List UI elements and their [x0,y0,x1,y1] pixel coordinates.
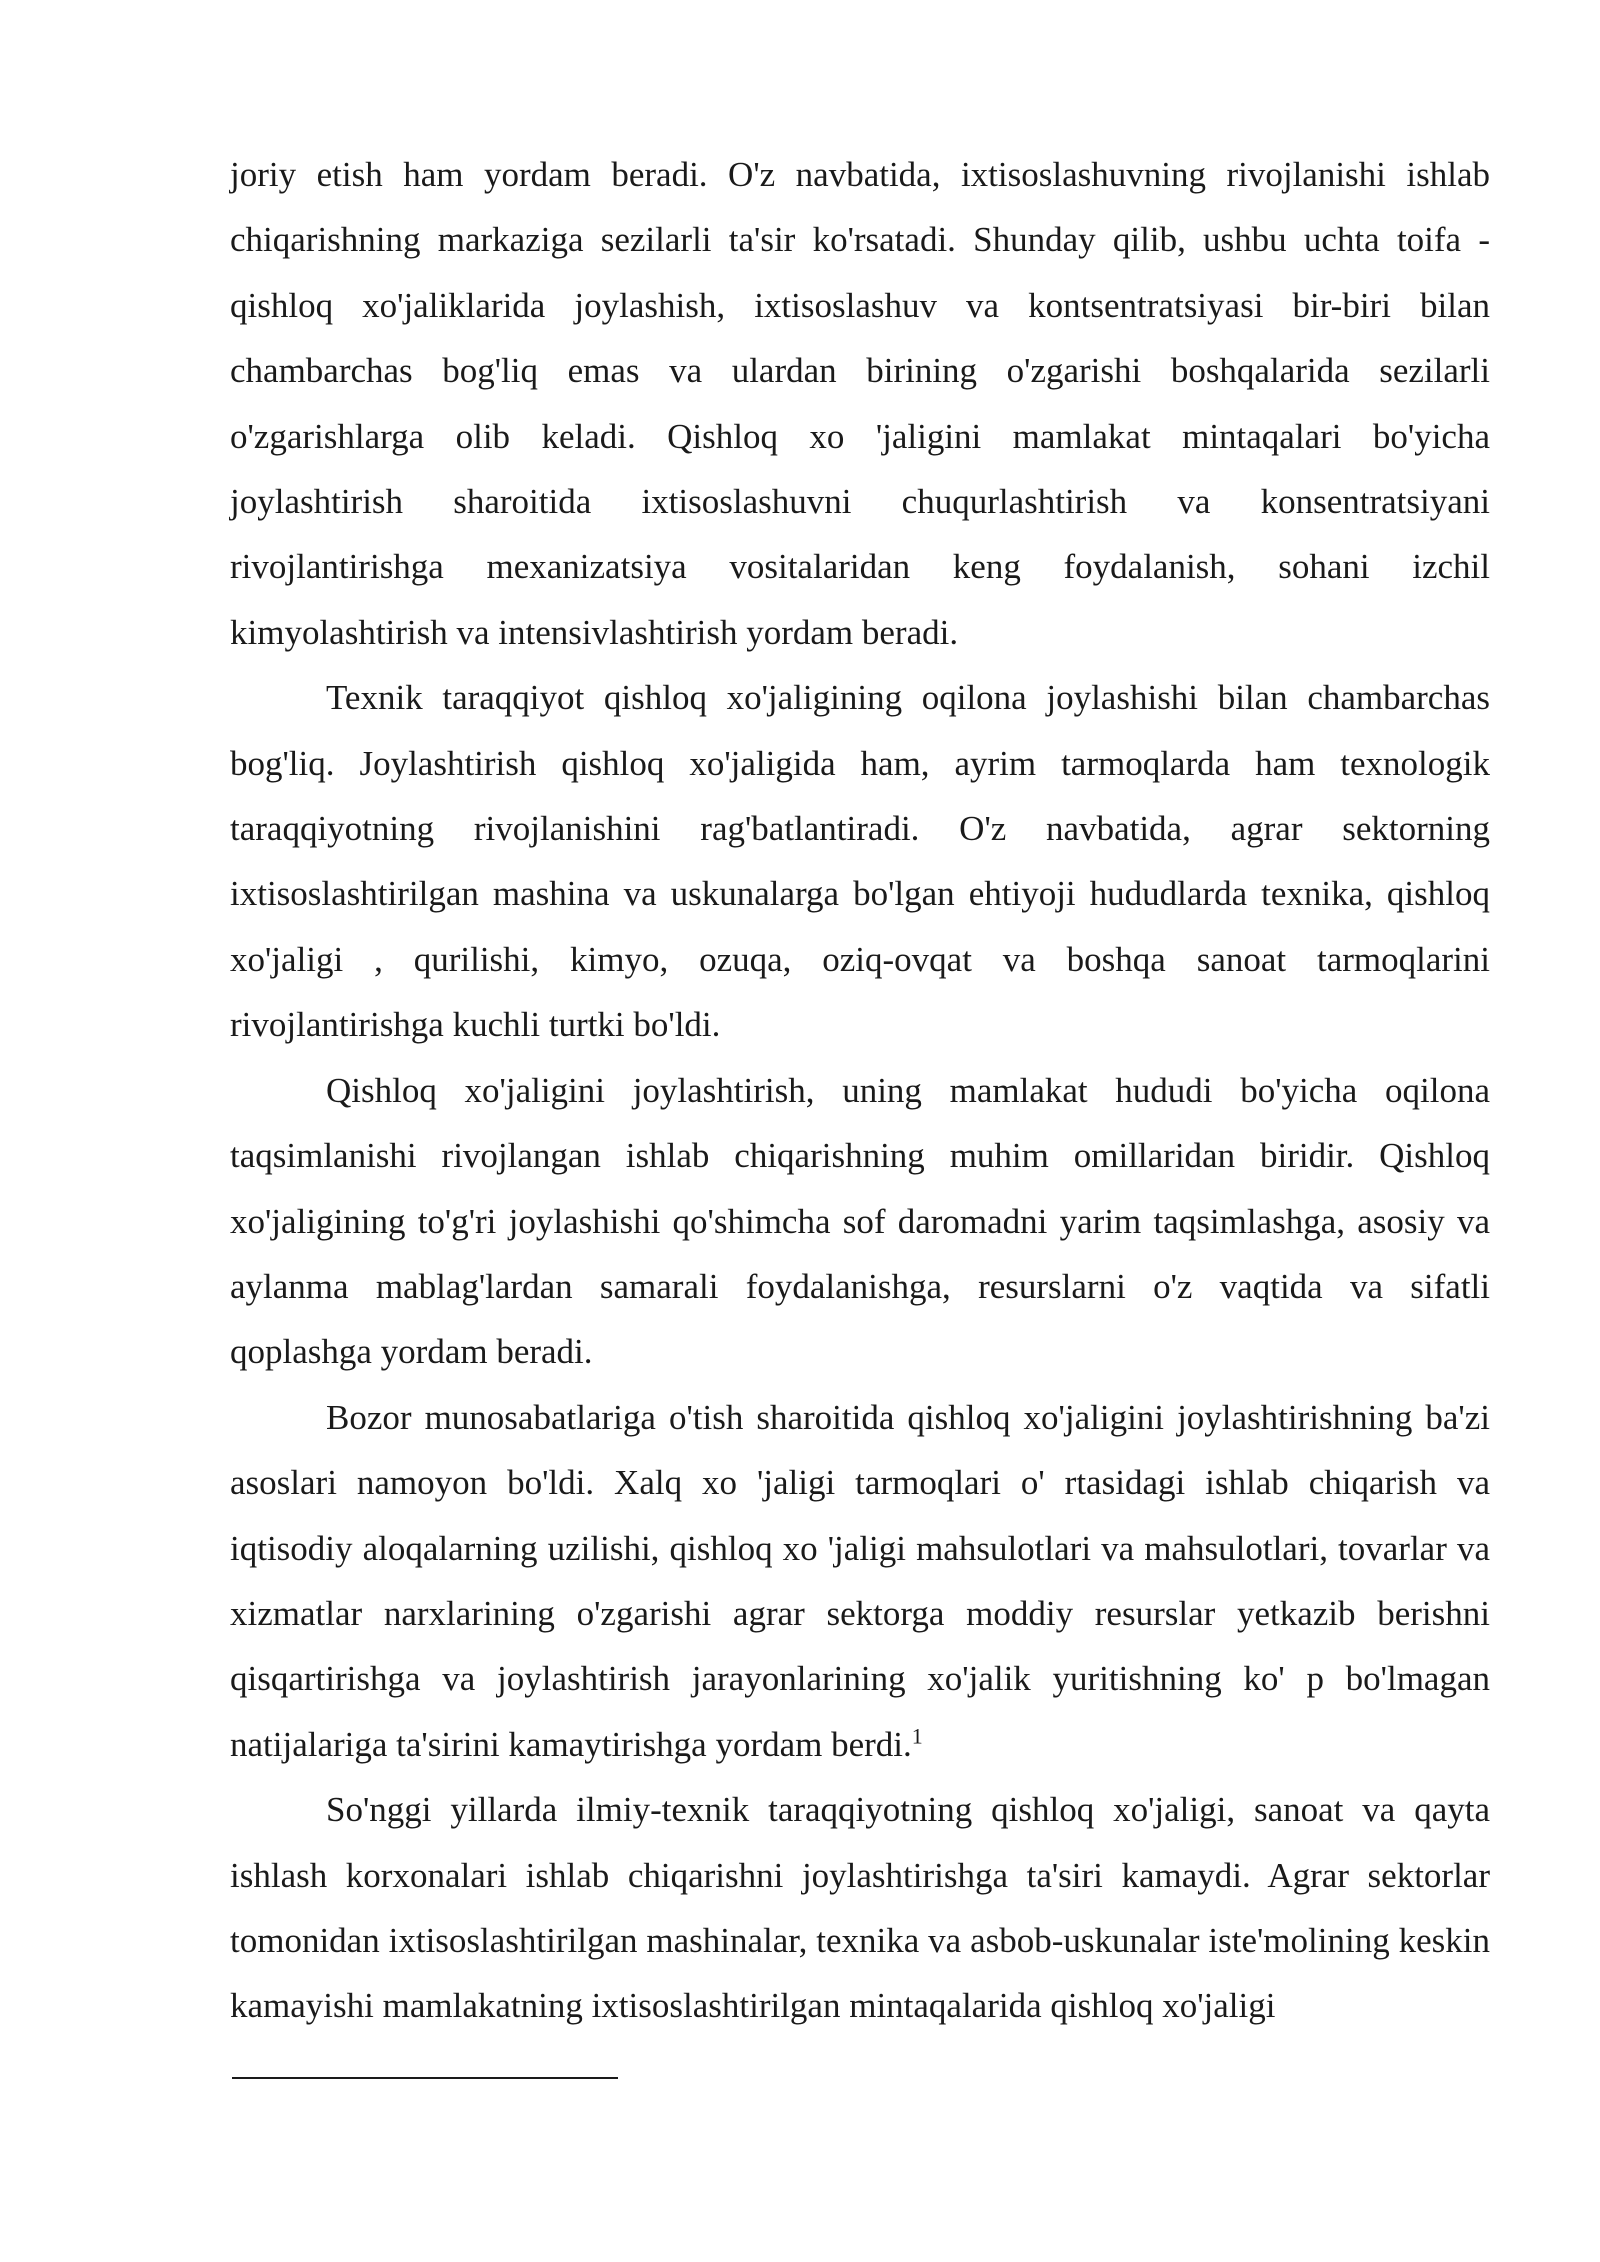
paragraph [230,1777,1490,2039]
footnote-separator [232,2077,618,2079]
paragraph-text: Texnik taraqqiyot qishloq xo'jaligining oqilona joylashishi bilan chambarchas bog'liq. Joylashtirish qishloq xo'jaligida ham, ayrim tarmoqlarda ham texnologik taraqqiyotning rivojlanishini rag'batlantiradi. O'z navbatida, agrar sektorning ixtisoslashtirilgan mashina va uskunalarga bo'lgan ehtiyoji hududlarda texnika, qishloq xo'jaligi , qurilishi, kimyo, ozuqa, oziq-ovqat va boshqa sanoat tarmoqlarini rivojlantirishga kuchli turtki bo'ldi. [230,678,1490,1045]
body-text [230,142,1490,2039]
paragraph [230,665,1490,1057]
paragraph-continuation [230,142,1490,665]
paragraph-text: Qishloq xo'jaligini joylashtirish, uning mamlakat hududi bo'yicha oqilona taqsimlanishi rivojlangan ishlab chiqarishning muhim omillaridan biridir. Qishloq xo'jaligining to'g'ri joylashishi qo'shimcha sof daromadni yarim taqsimlashga, asosiy va aylanma mablag'lardan samarali foydalanishga, resurslarni o'z vaqtida va sifatli qoplashga yordam beradi. [230,1070,1490,1372]
paragraph [230,1385,1490,1777]
paragraph-text: joriy etish ham yordam beradi. O'z navbatida, ixtisoslashuvning rivojlanishi ishlab chiqarishning markaziga sezilarli ta'sir ko'rsatadi. Shunday qilib, ushbu uchta toifa - qishloq xo'jaliklarida joylashish, ixtisoslashuv va kontsentratsiyasi bir-biri bilan chambarchas bog'liq emas va ulardan birining o'zgarishi boshqalarida sezilarli o'zgarishlarga olib keladi. Qishloq xo 'jaligini mamlakat mintaqalari bo'yicha joylashtirish sharoitida ixtisoslashuvni chuqurlashtirish va konsentratsiyani rivojlantirishga mexanizatsiya vositalaridan keng foydalanish, sohani izchil kimyolashtirish va intensivlashtirish yordam beradi. [230,155,1490,652]
footnote-reference[interactable]: 1 [911,1723,923,1749]
paragraph-text: So'nggi yillarda ilmiy-texnik taraqqiyotning qishloq xo'jaligi, sanoat va qayta ishlash korxonalari ishlab chiqarishni joylashtirishga ta'siri kamaydi. Agrar sektorlar tomonidan ixtisoslashtirilgan mashinalar, texnika va asbob-uskunalar iste'molining keskin kamayishi mamlakatning ixtisoslashtirilgan mintaqalarida qishloq xo'jaligi [230,1790,1490,2026]
paragraph [230,1058,1490,1385]
paragraph-text: Bozor munosabatlariga o'tish sharoitida qishloq xo'jaligini joylashtirishning ba'zi asoslari namoyon bo'ldi. Xalq xo 'jaligi tarmoqlari o' rtasidagi ishlab chiqarish va iqtisodiy aloqalarning uzilishi, qishloq xo 'jaligi mahsulotlari va mahsulotlari, tovarlar va xizmatlar narxlarining o'zgarishi agrar sektorga moddiy resurslar yetkazib berishni qisqartirishga va joylashtirish jarayonlarining xo'jalik yuritishning ko' p bo'lmagan natijalariga ta'sirini kamaytirishga yordam berdi. [230,1397,1490,1764]
